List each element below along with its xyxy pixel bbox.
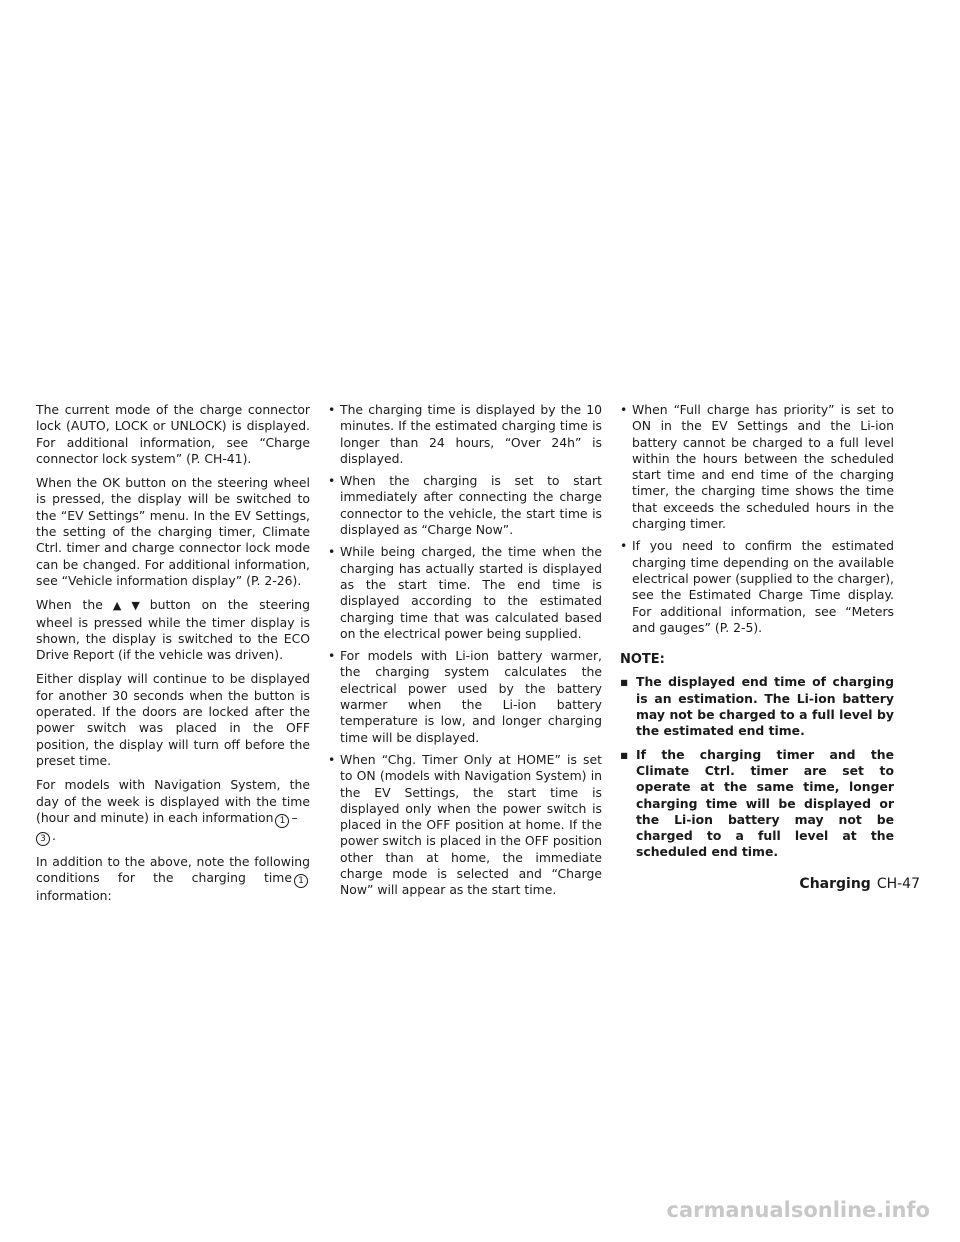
circled-number-three-icon: 3 (36, 832, 50, 846)
paragraph-arrow-button-lead: When the (36, 597, 103, 613)
section-title: Charging (799, 876, 871, 892)
list-item (328, 752, 602, 899)
paragraph-ok-button: When the OK button on the steering wheel is pressed, the display will be switched to the “EV Settings” menu. In the EV Settings, the setting of the charging timer, Climate Ctrl. timer and charge connector lock mode can be changed. For additional information, see “Vehicle information display” (P. 2-26). (36, 475, 310, 588)
list-item (620, 402, 894, 532)
paragraph-navigation-lead: For models with Navigation System, the day of the week is displayed with the time (hour and minute) in each information (36, 777, 310, 825)
paragraph-display-duration: Either display will continue to be displayed for another 30 seconds when the button is operated. If the doors are locked after the power switch was placed in the OFF position, the display will turn off before the preset time. (36, 671, 310, 768)
circled-number-one-icon: 1 (294, 874, 308, 888)
bullet-icon: • (328, 648, 336, 664)
paragraph-conditions-end: information: (36, 888, 112, 904)
note-heading: NOTE: (620, 652, 665, 668)
square-bullet-icon: ▪ (620, 746, 629, 762)
paragraph-arrow-button (36, 597, 310, 663)
paragraph-arrow-button-rest: button on the steering wheel is pressed while the timer display is shown, the display is switched to the ECO Drive Report (if the vehicle was driven). (36, 597, 310, 663)
right-column (620, 402, 894, 868)
bullet-icon: • (620, 538, 628, 554)
square-bullet-icon: ▪ (620, 674, 629, 690)
paragraph-navigation-models (36, 777, 310, 846)
list-item-text: When the charging is set to start immediately after connecting the charge connector to the vehicle, the start time is displayed as “Charge Now”. (340, 473, 602, 538)
paragraph-conditions-lead: In addition to the above, note the following conditions for the charging time (36, 853, 310, 886)
note-item (620, 674, 894, 739)
range-dash: – (291, 809, 298, 825)
bullet-icon: • (328, 751, 336, 767)
list-item (620, 538, 894, 636)
page-number: CH-47 (876, 876, 920, 892)
list-item (328, 473, 602, 538)
bullet-icon: • (328, 544, 336, 560)
watermark: carmanualsonline.info (666, 1198, 930, 1222)
bullet-icon: • (328, 473, 336, 489)
list-item (328, 544, 602, 642)
page-footer (760, 876, 920, 892)
note-item (620, 747, 894, 861)
up-arrow-icon: ▲ (112, 599, 122, 613)
down-arrow-icon: ▼ (131, 599, 140, 613)
list-item-text: For models with Li-ion battery warmer, the charging system calculates the electrical power used by the battery warmer when the Li-ion battery temperature is low, and longer charging time will be displayed. (340, 648, 602, 745)
paragraph-connector-lock: The current mode of the charge connector lock (AUTO, LOCK or UNLOCK) is displayed. For additional information, see “Charge connector lock system” (P. CH-41). (36, 402, 310, 466)
list-item-text: While being charged, the time when the charging has actually started is displayed as the start time. The end time is displayed according to the estimated charging time that was calculated based on the electrical power being supplied. (340, 544, 602, 641)
bullet-icon: • (328, 402, 336, 417)
list-item-text: When “Full charge has priority” is set to ON in the EV Settings and the Li-ion battery cannot be charged to a full level within the hours between the scheduled start time and end time of the charging timer, the charging time shows the time that exceeds the scheduled hours in the charging timer. (632, 402, 894, 532)
list-item (328, 648, 602, 746)
circled-number-one-icon: 1 (275, 814, 289, 828)
paragraph-conditions (36, 854, 310, 905)
note-item-text: If the charging timer and the Climate Ctrl. timer are set to operate at the same time, longer charging time will be displayed or the Li-ion battery may not be charged to a full level at the scheduled end time. (636, 746, 894, 860)
paragraph-navigation-end: . (52, 827, 56, 843)
note-item-text: The displayed end time of charging is an estimation. The Li-ion battery may not be charged to a full level by the estimated end time. (636, 674, 894, 739)
list-item-text: If you need to confirm the estimated charging time depending on the available electrical power (supplied to the charger), see the Estimated Charge Time display. For additional information, see “Meters and gauges” (P. 2-5). (632, 538, 894, 635)
list-item-text: When “Chg. Timer Only at HOME” is set to ON (models with Navigation System) in the EV Settings, the start time is displayed only when the power switch is placed in the OFF position at home. If the power switch is placed in the OFF position other than at home, the immediate charge mode is selected and “Charge Now” will appear as the start time. (340, 751, 602, 898)
left-column (36, 402, 310, 912)
list-item (328, 402, 602, 467)
list-item-text: The charging time is displayed by the 10 minutes. If the estimated charging time is longer than 24 hours, “Over 24h” is displayed. (340, 402, 602, 466)
middle-column (328, 402, 602, 905)
bullet-icon: • (620, 402, 628, 417)
